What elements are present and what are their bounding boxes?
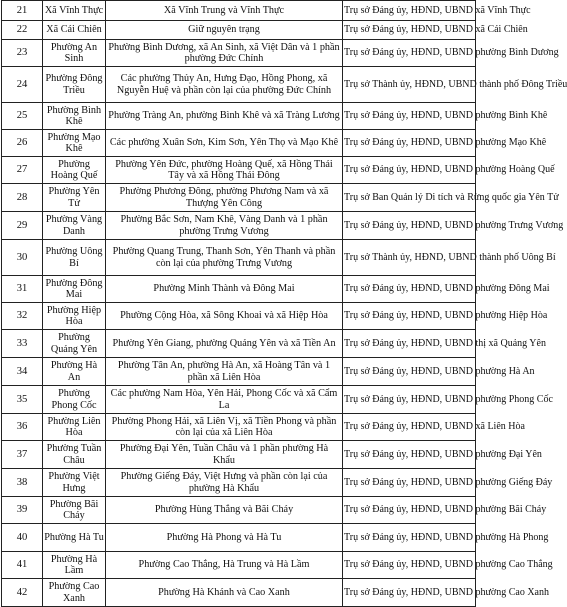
row-number: 25	[2, 103, 43, 130]
table-row	[2, 441, 476, 469]
merger-basis: Các phường Xuân Sơn, Kim Sơn, Yên Thọ và Mạo Khê	[106, 130, 343, 157]
new-unit-name: Phường Hiệp Hòa	[43, 303, 106, 330]
row-number: 21	[2, 1, 43, 21]
new-unit-name: Phường Việt Hưng	[43, 469, 106, 497]
table-row	[2, 497, 476, 524]
row-number: 34	[2, 358, 43, 386]
headquarters: Trụ sở Đảng ủy, HĐND, UBND phường Giếng Đáy	[343, 469, 476, 497]
row-number: 23	[2, 40, 43, 67]
headquarters: Trụ sở Đảng ủy, HĐND, UBND phường Phong Cốc	[343, 386, 476, 414]
row-number: 31	[2, 276, 43, 303]
merger-basis: Phường Yên Đức, phường Hoàng Quế, xã Hồng Thái Tây và xã Hồng Thái Đông	[106, 157, 343, 184]
table-row	[2, 184, 476, 212]
merger-basis: Phường Tân An, phường Hà An, xã Hoàng Tân và 1 phần xã Liên Hòa	[106, 358, 343, 386]
new-unit-name: Phường Hoàng Quế	[43, 157, 106, 184]
table-row	[2, 524, 476, 552]
headquarters: Trụ sở Thành ủy, HĐND, UBND thành phố Đông Triều	[343, 67, 476, 103]
row-number: 22	[2, 21, 43, 40]
table-row	[2, 358, 476, 386]
merger-basis: Các phường Thủy An, Hưng Đạo, Hồng Phong, xã Nguyễn Huệ và phần còn lại của phường Đức Chính	[106, 67, 343, 103]
row-number: 26	[2, 130, 43, 157]
new-unit-name: Phường Quảng Yên	[43, 330, 106, 358]
table-row	[2, 330, 476, 358]
row-number: 40	[2, 524, 43, 552]
headquarters: Trụ sở Đảng ủy, HĐND, UBND phường Bình Dương	[343, 40, 476, 67]
new-unit-name: Phường Bãi Cháy	[43, 497, 106, 524]
merger-basis: Phường Đại Yên, Tuần Châu và 1 phần phường Hà Khẩu	[106, 441, 343, 469]
row-number: 42	[2, 579, 43, 607]
table-row	[2, 130, 476, 157]
new-unit-name: Phường Cao Xanh	[43, 579, 106, 607]
row-number: 28	[2, 184, 43, 212]
new-unit-name: Xã Vĩnh Thực	[43, 1, 106, 21]
table-row	[2, 212, 476, 240]
new-unit-name: Phường Hà Tu	[43, 524, 106, 552]
headquarters: Trụ sở Đảng ủy, HĐND, UBND phường Bình Khê	[343, 103, 476, 130]
merger-basis: Phường Bình Dương, xã An Sinh, xã Việt Dân và 1 phần phường Đức Chính	[106, 40, 343, 67]
merger-basis: Phường Hà Phong và Hà Tu	[106, 524, 343, 552]
merger-basis: Phường Quang Trung, Thanh Sơn, Yên Thanh và phần còn lại của phường Trưng Vương	[106, 240, 343, 276]
table-row	[2, 1, 476, 21]
new-unit-name: Phường Bình Khê	[43, 103, 106, 130]
headquarters: Trụ sở Đảng ủy, HĐND, UBND phường Hiệp Hòa	[343, 303, 476, 330]
new-unit-name: Phường Liên Hòa	[43, 414, 106, 441]
headquarters: Trụ sở Đảng ủy, HĐND, UBND phường Đại Yên	[343, 441, 476, 469]
merger-basis: Phường Hùng Thắng và Bãi Cháy	[106, 497, 343, 524]
row-number: 29	[2, 212, 43, 240]
row-number: 41	[2, 552, 43, 579]
row-number: 32	[2, 303, 43, 330]
merger-basis: Giữ nguyên trạng	[106, 21, 343, 40]
merger-basis: Phường Cao Thắng, Hà Trung và Hà Lầm	[106, 552, 343, 579]
merger-basis: Phường Giếng Đáy, Việt Hưng và phần còn lại của phường Hà Khẩu	[106, 469, 343, 497]
headquarters: Trụ sở Đảng ủy, HĐND, UBND phường Đông Mai	[343, 276, 476, 303]
merger-basis: Phường Phương Đông, phường Phương Nam và xã Thượng Yên Công	[106, 184, 343, 212]
row-number: 38	[2, 469, 43, 497]
table-row	[2, 21, 476, 40]
row-number: 36	[2, 414, 43, 441]
headquarters: Trụ sở Đảng ủy, HĐND, UBND xã Vĩnh Thực	[343, 1, 476, 21]
headquarters: Trụ sở Đảng ủy, HĐND, UBND phường Mạo Khê	[343, 130, 476, 157]
merger-basis: Phường Cộng Hòa, xã Sông Khoai và xã Hiệp Hòa	[106, 303, 343, 330]
new-unit-name: Phường Đông Mai	[43, 276, 106, 303]
table-row	[2, 552, 476, 579]
new-unit-name: Phường Phong Cốc	[43, 386, 106, 414]
table-body	[2, 1, 567, 607]
new-unit-name: Xã Cái Chiên	[43, 21, 106, 40]
table-row	[2, 40, 476, 67]
table-row	[2, 579, 476, 607]
row-number: 35	[2, 386, 43, 414]
new-unit-name: Phường Vàng Danh	[43, 212, 106, 240]
new-unit-name: Phường An Sinh	[43, 40, 106, 67]
table-row	[2, 103, 476, 130]
headquarters: Trụ sở Đảng ủy, HĐND, UBND xã Liên Hòa	[343, 414, 476, 441]
row-number: 24	[2, 67, 43, 103]
new-unit-name: Phường Uông Bí	[43, 240, 106, 276]
headquarters: Trụ sở Thành ủy, HĐND, UBND thành phố Uông Bí	[343, 240, 476, 276]
table-row	[2, 67, 476, 103]
new-unit-name: Phường Đông Triều	[43, 67, 106, 103]
merger-basis: Phường Hà Khánh và Cao Xanh	[106, 579, 343, 607]
new-unit-name: Phường Mạo Khê	[43, 130, 106, 157]
merger-basis: Phường Minh Thành và Đông Mai	[106, 276, 343, 303]
headquarters: Trụ sở Đảng ủy, HĐND, UBND phường Trưng Vương	[343, 212, 476, 240]
headquarters: Trụ sở Đảng ủy, HĐND, UBND phường Hà Phong	[343, 524, 476, 552]
merger-basis: Phường Bắc Sơn, Nam Khê, Vàng Danh và 1 phần phường Trưng Vương	[106, 212, 343, 240]
table-row	[2, 240, 476, 276]
table-row	[2, 303, 476, 330]
headquarters: Trụ sở Đảng ủy, HĐND, UBND phường Cao Thắng	[343, 552, 476, 579]
row-number: 37	[2, 441, 43, 469]
headquarters: Trụ sở Đảng ủy, HĐND, UBND thị xã Quảng Yên	[343, 330, 476, 358]
new-unit-name: Phường Yên Tử	[43, 184, 106, 212]
new-unit-name: Phường Hà An	[43, 358, 106, 386]
row-number: 33	[2, 330, 43, 358]
table-row	[2, 276, 476, 303]
merger-basis: Phường Phong Hải, xã Liên Vị, xã Tiền Phong và phần còn lại của xã Liên Hòa	[106, 414, 343, 441]
table-row	[2, 469, 476, 497]
headquarters: Trụ sở Đảng ủy, HĐND, UBND phường Bãi Cháy	[343, 497, 476, 524]
merger-basis: Phường Yên Giang, phường Quảng Yên và xã Tiền An	[106, 330, 343, 358]
headquarters: Trụ sở Đảng ủy, HĐND, UBND xã Cái Chiên	[343, 21, 476, 40]
merger-basis: Phường Tràng An, phường Bình Khê và xã Tràng Lương	[106, 103, 343, 130]
headquarters: Trụ sở Đảng ủy, HĐND, UBND phường Cao Xanh	[343, 579, 476, 607]
new-unit-name: Phường Tuần Châu	[43, 441, 106, 469]
merger-basis: Xã Vĩnh Trung và Vĩnh Thực	[106, 1, 343, 21]
row-number: 30	[2, 240, 43, 276]
row-number: 27	[2, 157, 43, 184]
merger-table	[1, 0, 567, 607]
headquarters: Trụ sở Ban Quản lý Di tích và Rừng quốc gia Yên Tử	[343, 184, 476, 212]
new-unit-name: Phường Hà Lầm	[43, 552, 106, 579]
headquarters: Trụ sở Đảng ủy, HĐND, UBND phường Hà An	[343, 358, 476, 386]
row-number: 39	[2, 497, 43, 524]
table-row	[2, 157, 476, 184]
table-row	[2, 386, 476, 414]
merger-basis: Các phường Nam Hòa, Yên Hải, Phong Cốc và xã Cẩm La	[106, 386, 343, 414]
table-row	[2, 414, 476, 441]
headquarters: Trụ sở Đảng ủy, HĐND, UBND phường Hoàng Quế	[343, 157, 476, 184]
